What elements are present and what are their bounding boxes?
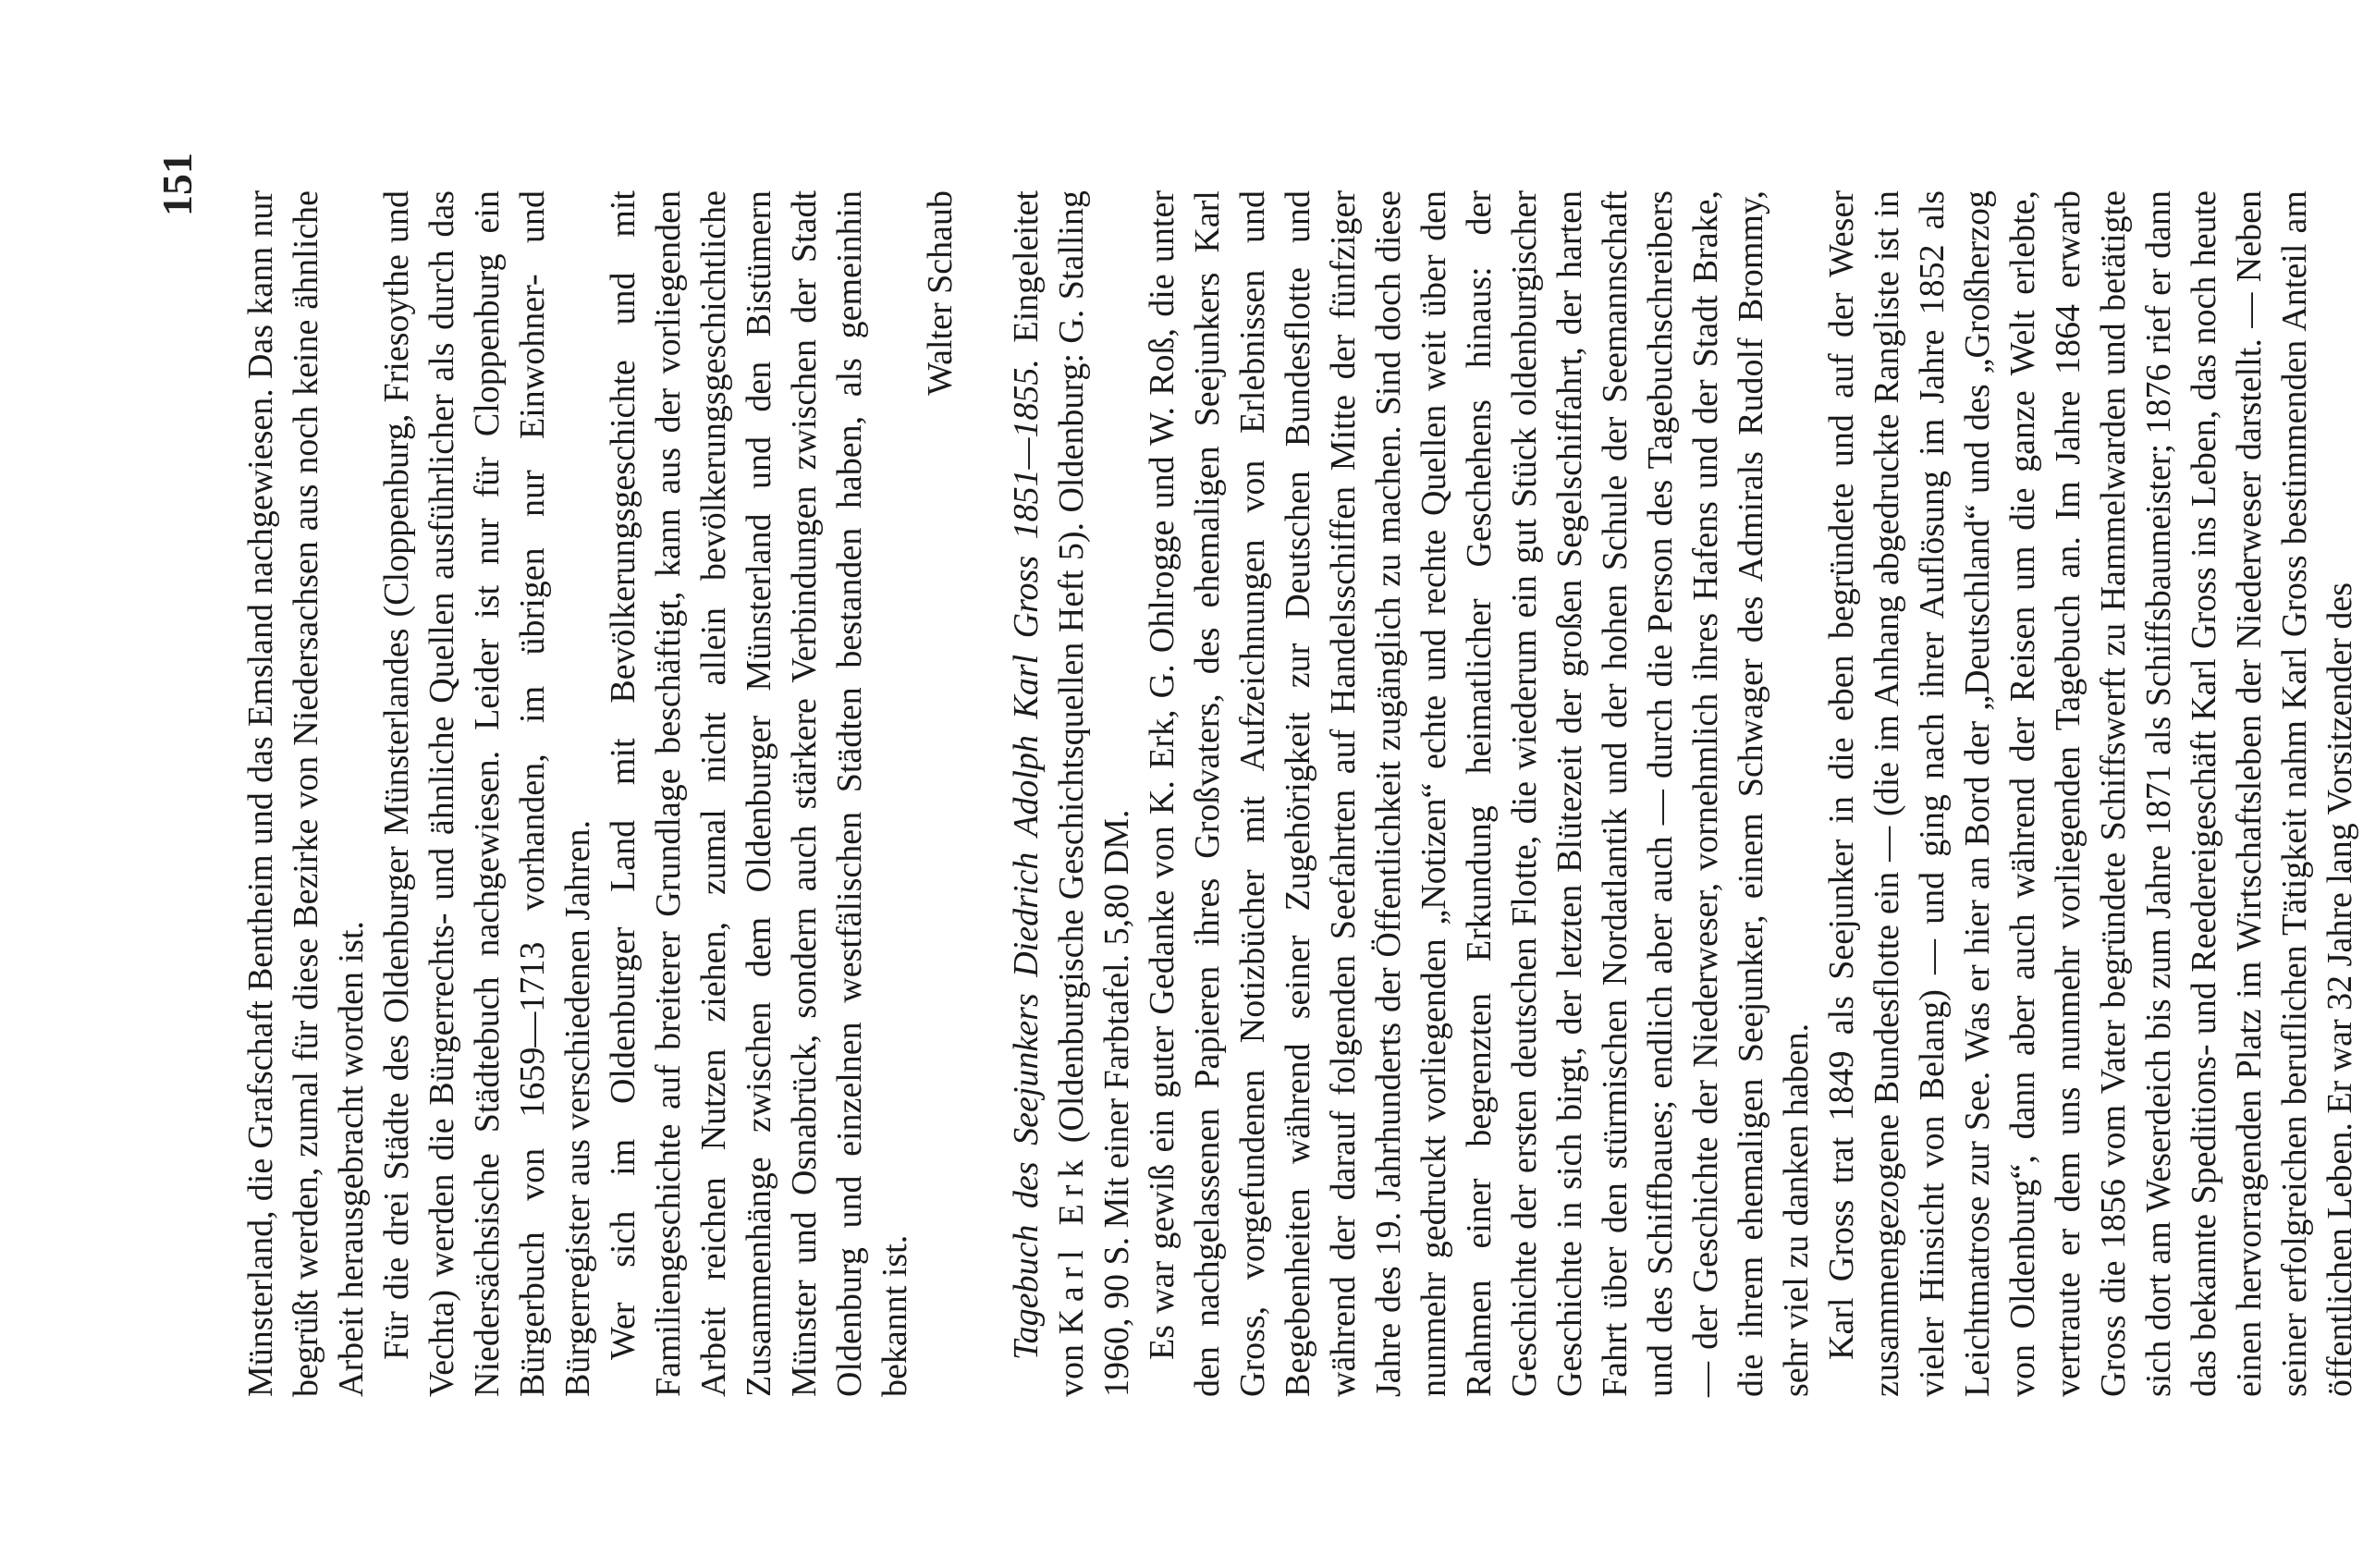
review2-editor: Karl Erk (1052, 1152, 1091, 1335)
review1-signature: Walter Schaub (921, 190, 960, 396)
review1-paragraph-1: Münsterland, die Grafschaft Bentheim und das Emsland nachgewiesen. Das kann nur begrüßt werden, zumal für diese Bezirke von Niedersachsen aus noch keine ähnliche Arbeit herausgebracht worden ist. (241, 190, 371, 1397)
review2-citation-text-2: (Oldenburgische Geschichtsquellen Heft 5). Oldenburg: G. Stalling 1960, 90 S. Mit einer Farbtafel. 5,80 DM. (1052, 190, 1136, 1397)
review2-title: Tagebuch des Seejunkers Diedrich Adolph Karl Gross 1851—1855. (1007, 359, 1046, 1360)
review1-paragraph-3: Wer sich im Oldenburger Land mit Bevölkerungsgeschichte und mit Familiengeschichte auf breiterer Grundlage beschäftigt, kann aus der vorliegenden Arbeit reichen Nutzen ziehen, zumal nicht allein bevölkerungsgeschichtliche Zusammenhänge zwischen dem Oldenburger Münsterland und den Bistümern Münster und Osnabrück, sondern auch stärkere Verbindungen zwischen der Stadt Oldenburg und einzelnen westfälischen Städten bestanden haben, als gemeinhin bekannt ist. (604, 190, 914, 1397)
review2-paragraph-2: Karl Gross trat 1849 als Seejunker in die eben begründete und auf der Weser zusammengezogene Bundesflotte ein — (die im Anhang abgedruckte Rangliste ist in vieler Hinsicht von Belang) — und ging nach ihrer Auflösung im Jahre 1852 als Leichtmatrose zur See. Was er hier an Bord der „Deutschland“ und des „Großherzog von Oldenburg“, dann aber auch während der Reisen um die ganze Welt erlebte, vertraute er dem uns nunmehr vorliegenden Tagebuch an. Im Jahre 1864 erwarb Gross die 1856 vom Vater begründete Schiffswerft zu Hammelwarden und betätigte sich dort am Weserdeich bis zum Jahre 1871 als Schiffsbaumeister; 1876 rief er dann das bekannte Speditions- und Reedereigeschäft Karl Gross ins Leben, das noch heute einen hervorragenden Platz im Wirtschaftsleben der Niederweser darstellt. — Neben seiner erfolgreichen beruflichen Tätigkeit nahm Karl Gross bestimmenden Anteil am öffentlichen Leben. Er war 32 Jahre lang Vorsitzender des (1822, 190, 2359, 1397)
review2-paragraph-1: Es war gewiß ein guter Gedanke von K. Erk, G. Ohlrogge und W. Roß, die unter den nachgelassenen Papieren ihres Großvaters, des ehemaligen Seejunkers Karl Gross, vorgefundenen Notizbücher mit Aufzeichnungen von Erlebnissen und Begebenheiten während seiner Zugehörigkeit zur Deutschen Bundesflotte und während der darauf folgenden Seefahrten auf Handelsschiffen Mitte der fünfziger Jahre des 19. Jahrhunderts der Öffentlichkeit zugänglich zu machen. Sind doch diese nunmehr gedruckt vorliegenden „Notizen“ echte und rechte Quellen weit über den Rahmen einer begrenzten Erkundung heimatlicher Geschehens hinaus: der Geschichte der ersten deutschen Flotte, die wiederum ein gut Stück oldenburgischer Geschichte in sich birgt, der letzten Blütezeit der großen Segelschiffahrt, der harten Fahrt über den stürmischen Nordatlantik und der hohen Schule der Seemannschaft und des Schiffbaues; endlich aber auch — durch die Person des Tagebuchschreibers — der Geschichte der Niederweser, vornehmlich ihres Hafens und der Stadt Brake, die ihrem ehemaligen Seejunker, einem Schwager des Admirals Rudolf Brommy, sehr viel zu danken haben. (1143, 190, 1816, 1397)
review1-paragraph-2: Für die drei Städte des Oldenburger Münsterlandes (Cloppenburg, Friesoythe und Vechta) werden die Bürgerrechts- und ähnliche Quellen ausführlicher als durch das Niedersächsische Städtebuch nachgewiesen. Leider ist nur für Cloppenburg ein Bürgerbuch von 1659—1713 vorhanden, im übrigen nur Einwohner- und Bürgerregister aus verschiedenen Jahren. (377, 190, 597, 1397)
page-body (239, 190, 2363, 1397)
page-number: 151 (153, 153, 201, 216)
review2-citation (1004, 190, 1140, 1397)
review2-citation-text-1: Eingeleitet von (1007, 190, 1091, 1397)
